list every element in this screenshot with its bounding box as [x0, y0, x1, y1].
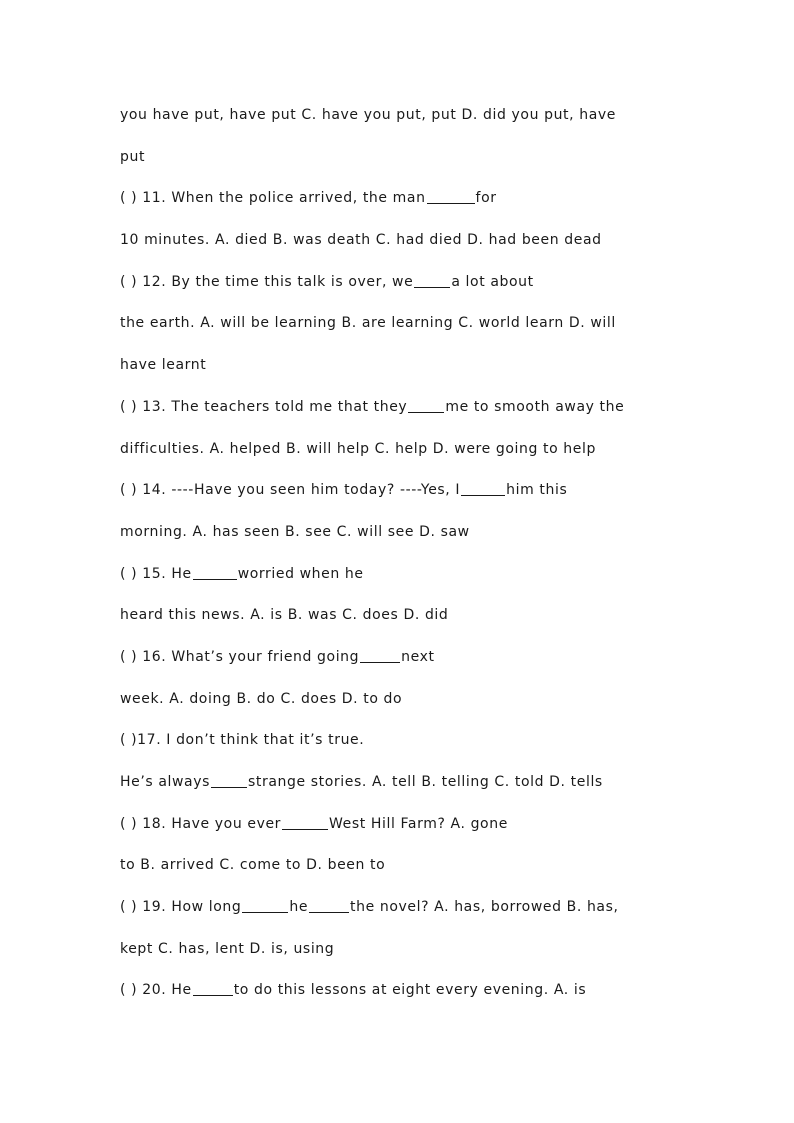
text-line [120, 845, 680, 887]
answer-blank[interactable] [414, 273, 450, 288]
text-segment: ( )17. I don’t think that it’s true. [120, 732, 365, 749]
text-line [120, 804, 680, 846]
text-segment: to do this lessons at eight every evening. A. is [233, 982, 587, 999]
text-segment: have learnt [120, 357, 207, 374]
text-segment: the earth. A. will be learning B. are learning C. world learn D. will [120, 315, 616, 332]
text-line [120, 970, 680, 1012]
text-segment: ( ) 11. When the police arrived, the man [120, 190, 426, 207]
text-line [120, 262, 680, 304]
text-line [120, 387, 680, 429]
text-segment: strange stories. A. tell B. telling C. told D. tells [248, 774, 603, 790]
answer-blank[interactable] [309, 898, 349, 913]
text-line [120, 887, 680, 929]
answer-blank[interactable] [427, 189, 475, 204]
text-segment: morning. A. has seen B. see C. will see D. saw [120, 523, 470, 540]
text-segment: him this [506, 482, 568, 499]
text-line [120, 762, 680, 804]
text-segment: ( ) 20. He [120, 982, 192, 999]
text-segment: a lot about [451, 273, 534, 290]
text-segment: ( ) 18. Have you ever [120, 815, 282, 832]
text-segment: ( ) 14. ----Have you seen him today? ----Yes, I [120, 482, 461, 499]
text-line [120, 595, 680, 637]
text-line [120, 720, 680, 762]
text-segment: to B. arrived C. come to D. been to [120, 857, 386, 874]
text-segment: he [289, 899, 309, 916]
text-line [120, 303, 680, 345]
text-segment: the novel? A. has, borrowed B. has, [350, 899, 619, 916]
answer-blank[interactable] [242, 898, 288, 913]
text-line [120, 637, 680, 679]
answer-blank[interactable] [211, 773, 247, 788]
text-segment: West Hill Farm? A. gone [329, 815, 508, 832]
text-segment: ( ) 15. He [120, 565, 192, 582]
answer-blank[interactable] [282, 815, 328, 830]
text-line [120, 679, 680, 721]
text-line [120, 137, 680, 179]
text-segment: week. A. doing B. do C. does D. to do [120, 690, 403, 707]
text-line [120, 929, 680, 971]
text-line [120, 345, 680, 387]
answer-blank[interactable] [193, 981, 233, 996]
answer-blank[interactable] [360, 648, 400, 663]
text-segment: kept C. has, lent D. is, using [120, 940, 335, 957]
answer-blank[interactable] [461, 481, 505, 496]
text-segment: 10 minutes. A. died B. was death C. had died D. had been dead [120, 232, 602, 249]
text-line [120, 470, 680, 512]
text-segment: me to smooth away the [445, 398, 625, 415]
text-segment: worried when he [237, 565, 364, 582]
text-segment: you have put, have put C. have you put, put D. did you put, have [120, 107, 616, 123]
text-segment: heard this news. A. is B. was C. does D. did [120, 607, 449, 624]
text-segment: put [120, 148, 146, 165]
text-line [120, 429, 680, 471]
text-segment: ( ) 19. How long [120, 899, 242, 916]
text-segment: next [401, 648, 435, 665]
text-segment: ( ) 13. The teachers told me that they [120, 398, 408, 415]
text-line [120, 554, 680, 596]
text-segment: ( ) 16. What’s your friend going [120, 648, 360, 665]
text-line [120, 95, 680, 137]
text-line [120, 512, 680, 554]
text-line [120, 220, 680, 262]
text-line [120, 178, 680, 220]
answer-blank[interactable] [408, 398, 444, 413]
exercise-text [120, 95, 680, 1012]
text-segment: ( ) 12. By the time this talk is over, we [120, 273, 414, 290]
text-segment: He’s always [120, 774, 211, 790]
answer-blank[interactable] [193, 565, 237, 580]
text-segment: difficulties. A. helped B. will help C. help D. were going to help [120, 440, 596, 457]
text-segment: for [475, 190, 497, 207]
